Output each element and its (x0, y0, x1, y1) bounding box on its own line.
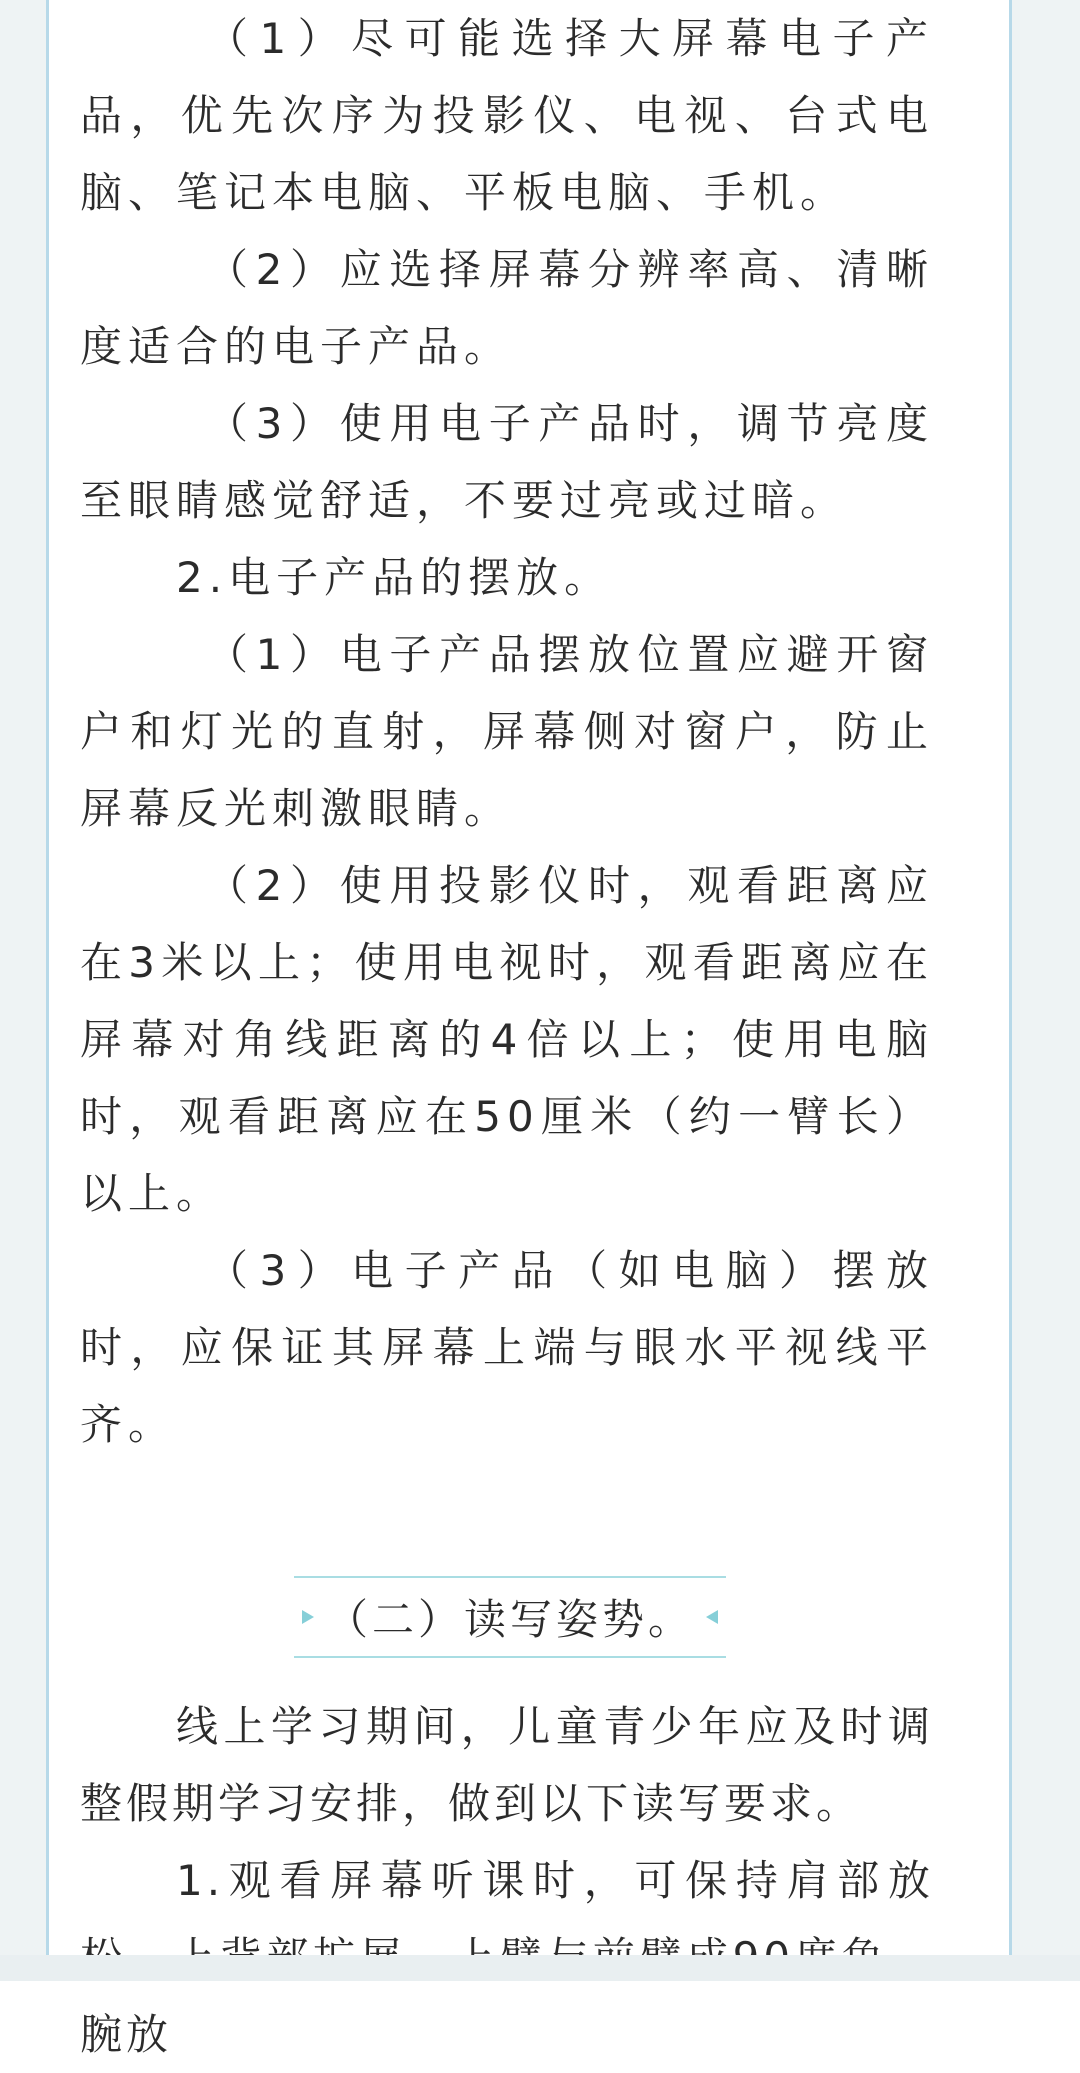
paragraph-screen-size: （1）尽可能选择大屏幕电子产品，优先次序为投影仪、电视、台式电脑、笔记本电脑、平板电脑、手机。 (80, 14, 934, 217)
article-frame (46, 0, 1012, 2059)
article-body-section-2 (80, 1688, 934, 2073)
triangle-left-icon (706, 1610, 718, 1624)
article-body-section-1 (80, 0, 934, 1463)
paragraph-online-study: 线上学习期间，儿童青少年应及时调整假期学习安排，做到以下读写要求。 (80, 1702, 934, 1828)
section-heading-container (49, 1576, 1009, 1658)
triangle-right-icon (302, 1610, 314, 1624)
paragraph-screen-resolution: （2）应选择屏幕分辨率高、清晰度适合的电子产品。 (80, 245, 934, 371)
bottom-bar (0, 1955, 1080, 1981)
paragraph-screen-height: （3）电子产品（如电脑）摆放时，应保证其屏幕上端与眼水平视线平齐。 (80, 1246, 934, 1449)
paragraph-posture-1: 1.观看屏幕听课时，可保持肩部放 腕放 (80, 1856, 934, 2059)
section-heading-text: （二）读写姿势。 (325, 1595, 694, 1644)
subheading-device-placement: 2.电子产品的摆放。 (176, 553, 613, 602)
paragraph-placement-light: （1）电子产品摆放位置应避开窗户和灯光的直射，屏幕侧对窗户，防止屏幕反光刺激眼睛。 (80, 630, 934, 833)
right-margin (1010, 0, 1080, 1981)
section-heading-reading-posture (294, 1576, 726, 1658)
left-margin (0, 0, 46, 1981)
paragraph-brightness: （3）使用电子产品时，调节亮度至眼睛感觉舒适，不要过亮或过暗。 (80, 399, 934, 525)
paragraph-viewing-distance: （2）使用投影仪时，观看距离应在3米以上；使用电视时，观看距离应在屏幕对角线距离的4倍以上；使用电脑时，观看距离应在50厘米（约一臂长）以上。 (80, 861, 934, 1218)
